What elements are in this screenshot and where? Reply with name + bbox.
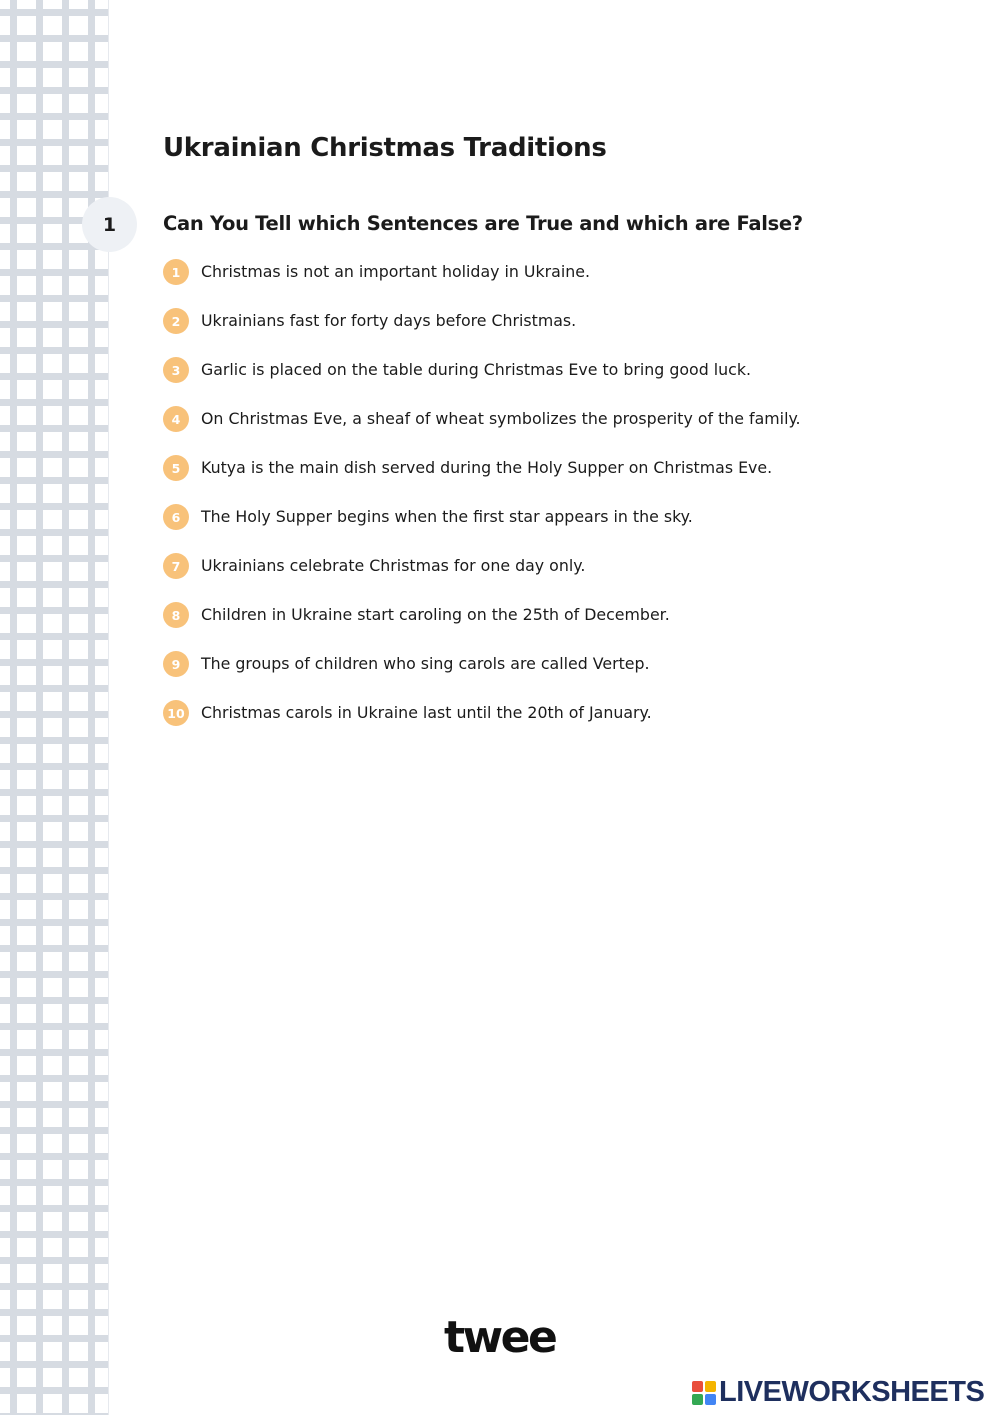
logo-tile <box>705 1394 716 1405</box>
statement-item <box>163 700 801 749</box>
statement-number-badge: 6 <box>163 504 189 530</box>
statement-item <box>163 602 801 651</box>
statement-item <box>163 357 801 406</box>
statement-number-badge: 4 <box>163 406 189 432</box>
statement-item <box>163 553 801 602</box>
statement-number-badge: 10 <box>163 700 189 726</box>
statement-item <box>163 455 801 504</box>
statement-text: Children in Ukraine start caroling on the 25th of December. <box>201 605 670 624</box>
statement-text: Kutya is the main dish served during the Holy Supper on Christmas Eve. <box>201 458 773 477</box>
statement-number-badge: 3 <box>163 357 189 383</box>
statement-item <box>163 259 801 308</box>
section-number-badge <box>82 197 137 252</box>
statement-number-badge: 1 <box>163 259 189 285</box>
statement-text: Christmas is not an important holiday in Ukraine. <box>201 262 590 281</box>
statement-item <box>163 504 801 553</box>
statement-text: The groups of children who sing carols are called Vertep. <box>201 654 650 673</box>
statement-number-badge: 5 <box>163 455 189 481</box>
statement-item <box>163 308 801 357</box>
statement-number-badge: 7 <box>163 553 189 579</box>
statement-text: Ukrainians celebrate Christmas for one day only. <box>201 556 586 575</box>
statement-item <box>163 651 801 700</box>
statement-text: Christmas carols in Ukraine last until the 20th of January. <box>201 703 652 722</box>
statement-text: Ukrainians fast for forty days before Christmas. <box>201 311 577 330</box>
statement-number-badge: 9 <box>163 651 189 677</box>
logo-tile <box>692 1394 703 1405</box>
statement-text: The Holy Supper begins when the first star appears in the sky. <box>201 507 693 526</box>
liveworksheets-logo-icon <box>692 1381 716 1405</box>
statement-text: Garlic is placed on the table during Christmas Eve to bring good luck. <box>201 360 751 379</box>
page-title: Ukrainian Christmas Traditions <box>163 133 607 163</box>
exercise-instruction: Can You Tell which Sentences are True and which are False? <box>163 212 803 235</box>
statement-number-badge: 8 <box>163 602 189 628</box>
statement-number-badge: 2 <box>163 308 189 334</box>
liveworksheets-watermark[interactable] <box>692 1376 984 1409</box>
section-number: 1 <box>102 213 117 236</box>
logo-tile <box>705 1381 716 1392</box>
liveworksheets-wordmark: LIVEWORKSHEETS <box>719 1376 985 1408</box>
statement-list <box>163 259 801 749</box>
statement-item <box>163 406 801 455</box>
logo-tile <box>692 1381 703 1392</box>
statement-text: On Christmas Eve, a sheaf of wheat symbolizes the prosperity of the family. <box>201 409 801 428</box>
twee-logo: twee <box>444 1312 556 1363</box>
